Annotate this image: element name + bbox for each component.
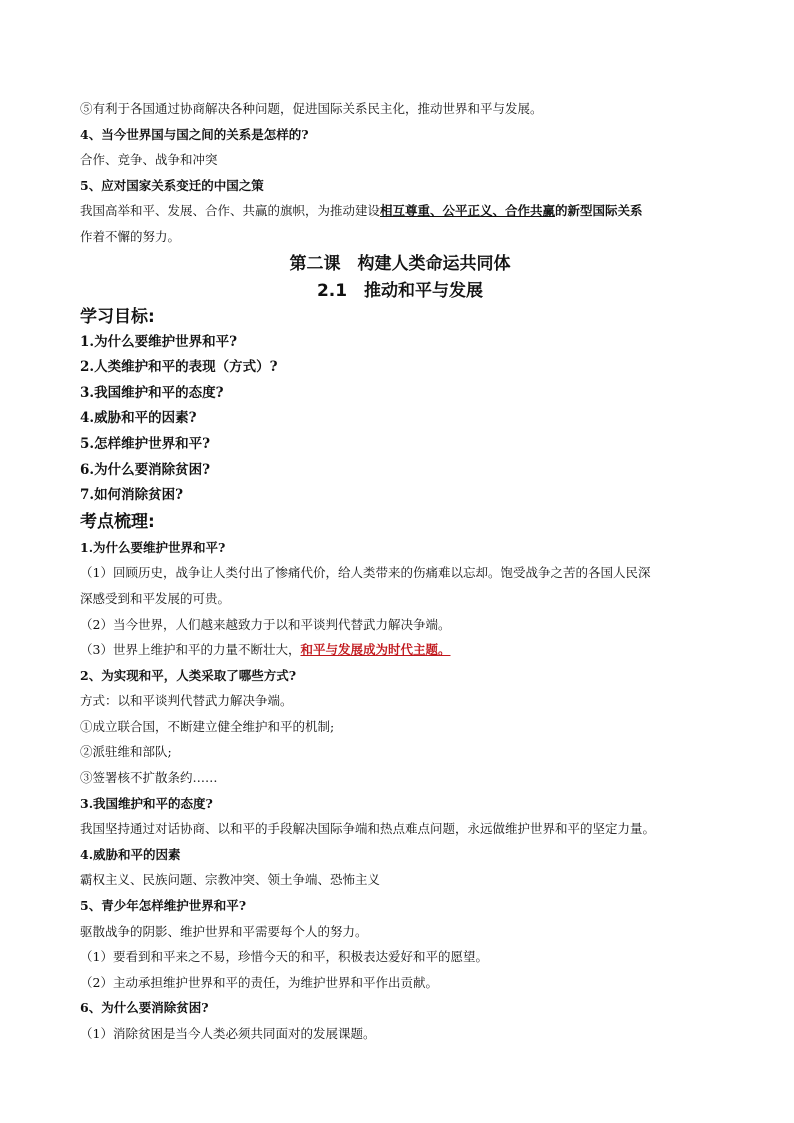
goal-item: 3.我国维护和平的态度? <box>80 384 224 401</box>
underlined-phrase: 相互尊重、公平正义、合作共赢 <box>380 203 556 219</box>
point-title: 1.为什么要维护世界和平? <box>80 539 226 555</box>
point-text: 方式：以和平谈判代替武力解决争端。 <box>80 693 293 709</box>
goal-item: 5.怎样维护世界和平? <box>80 435 211 452</box>
question-heading: 5、应对国家关系变迁的中国之策 <box>80 177 264 193</box>
point-text: 我国坚持通过对话协商、以和平的手段解决国际争端和热点难点问题，永远做维护世界和平的坚定力量。 <box>80 821 656 837</box>
point-title: 6、为什么要消除贫困? <box>80 1000 209 1016</box>
goal-item: 2.人类维护和平的表现（方式）? <box>80 359 278 376</box>
point-text: ①成立联合国，不断建立健全维护和平的机制; <box>80 718 335 734</box>
point-text: 深感受到和平发展的可贵。 <box>80 590 231 606</box>
answer-text <box>80 198 720 224</box>
point-text: （1）回顾历史，战争让人类付出了惨痛代价，给人类带来的伤痛难以忘却。饱受战争之苦的各国人民深 <box>80 565 651 581</box>
point-part: （3）世界上维护和平的力量不断壮大， <box>80 642 301 658</box>
answer-text: 合作、竞争、战争和冲突 <box>80 152 218 168</box>
point-title: 4.威胁和平的因素 <box>80 846 181 862</box>
point-text <box>80 637 720 663</box>
point-text: （1）消除贫困是当今人类必须共同面对的发展课题。 <box>80 1026 376 1041</box>
point-text: （1）要看到和平来之不易，珍惜今天的和平，积极表达爱好和平的愿望。 <box>80 949 488 965</box>
point-text: （2）当今世界，人们越来越致力于以和平谈判代替武力解决争端。 <box>80 616 451 632</box>
goal-item: 7.如何消除贫困? <box>80 487 184 504</box>
highlighted-phrase: 和平与发展成为时代主题。 <box>300 642 451 658</box>
text-line: ⑤有利于各国通过协商解决各种问题，促进国际关系民主化，推动世界和平与发展。 <box>80 101 543 116</box>
answer-text: 作着不懈的努力。 <box>80 228 181 244</box>
goal-item: 4.威胁和平的因素? <box>80 410 197 427</box>
points-heading: 考点梳理: <box>80 511 155 532</box>
point-title: 5、青少年怎样维护世界和平? <box>80 898 247 914</box>
point-text: （2）主动承担维护世界和平的责任，为维护世界和平作出贡献。 <box>80 974 438 990</box>
document-page <box>80 96 720 1047</box>
question-heading: 4、当今世界国与国之间的关系是怎样的? <box>80 126 309 142</box>
goal-item: 6.为什么要消除贫困? <box>80 461 211 478</box>
goals-heading: 学习目标: <box>80 306 155 327</box>
section-title: 2.1 推动和平与发展 <box>316 280 484 301</box>
goal-item: 1.为什么要维护世界和平? <box>80 333 238 350</box>
point-text: ②派驻维和部队; <box>80 744 172 760</box>
point-text: 驱散战争的阴影、维护世界和平需要每个人的努力。 <box>80 923 368 939</box>
answer-part: 的新型国际关系 <box>555 203 643 219</box>
lesson-title: 第二课 构建人类命运共同体 <box>289 253 511 274</box>
point-title: 2、为实现和平，人类采取了哪些方式? <box>80 667 297 683</box>
point-title: 3.我国维护和平的态度? <box>80 795 213 811</box>
point-text: 霸权主义、民族问题、宗教冲突、领土争端、恐怖主义 <box>80 872 381 888</box>
point-text: ③签署核不扩散条约…… <box>80 770 218 786</box>
answer-part: 我国高举和平、发展、合作、共赢的旗帜，为推动建设 <box>80 203 381 219</box>
